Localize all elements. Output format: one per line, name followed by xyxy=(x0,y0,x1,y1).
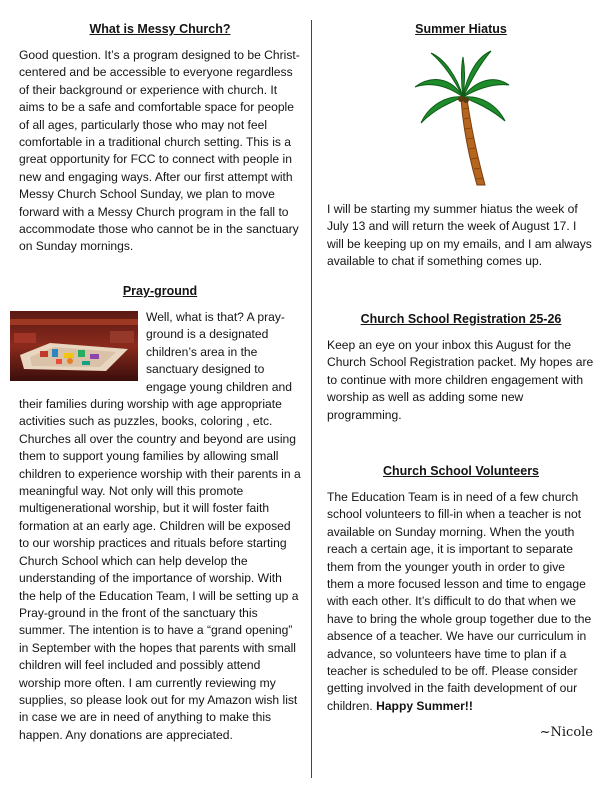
volunteers-heading: Church School Volunteers xyxy=(382,464,540,478)
children-play-area-photo xyxy=(10,311,138,381)
summer-hiatus-body: I will be starting my summer hiatus the week of July 13 and will return the week of August 17. I will be keeping up on my emails, and I am always available to chat if something comes up. xyxy=(327,202,592,269)
palm-tree-icon xyxy=(411,47,511,187)
volunteers-text: The Education Team is in need of a few church school volunteers to fill-in when a teacher is not available on Sunday morning. When the youth reach a certain age, it is important to separate them from the younger youth in order to give them a more focused lesson and time to engage with each other. It’s difficult to do that when we have to bring the whole group together due to the absence of a teacher. We have our curriculum in advance, so volunteers have time to plan if a teacher is scheduled to be off. Please consider getting involved in the faith development of our children. xyxy=(327,490,592,713)
summer-hiatus-section xyxy=(327,22,595,271)
play-area-illustration xyxy=(10,311,138,381)
summer-hiatus-heading: Summer Hiatus xyxy=(415,22,507,36)
signature: ~Nicole xyxy=(539,725,593,741)
prayground-section xyxy=(19,284,301,744)
prayground-heading: Pray-ground xyxy=(122,284,198,298)
column-divider xyxy=(311,20,312,778)
messy-church-body: Good question. It’s a program designed to be Christ-centered and be accessible to everyone regardless of their background or experience with church. It aims to be a safe and comfortable space for people of all ages, particularly those who may not feel comfortable in a traditional church setting. This is a great opportunity for FCC to connect with people in new and engaging ways. After our first attempt with Messy Church School Sunday, we plan to move forward with a Messy Church program in the fall to accommodate those who cannot be in the sanctuary on Sunday mornings. xyxy=(19,48,300,254)
happy-summer-closing: Happy Summer!! xyxy=(376,698,473,713)
messy-church-heading: What is Messy Church? xyxy=(89,22,231,36)
registration-body: Keep an eye on your inbox this August for the Church School Registration packet. My hopes are to continue with more children engagement with worship as well as adding some new programming. xyxy=(327,338,594,422)
messy-church-section xyxy=(19,22,301,256)
registration-heading: Church School Registration 25-26 xyxy=(360,312,562,326)
prayground-body: Well, what is that? A pray-ground is a designated children’s area in the sanctuary designed to engage young children and their families during worship with age appropriate activities such as puzzles, books, coloring , etc. Churches all over the country and beyond are using them to support young families by allowing small children to experience worship with their parents in a meaningful way. Not only will this promote multigenerational worship, but it will foster faith formation at an early age. Children will be exposed to our worship practices and rituals before starting Church School which can help develop the understanding of the importance of worship. With the help of the Education Team, I will be setting up a Pray-ground in the front of the sanctuary this summer. The intention is to have a “grand opening” in September with the hopes that parents with small children will feel included and possibly attend worship more often. I am currently reviewing my supplies, so please look out for my Amazon wish list in case we are in need of anything to make this happen. Any donations are appreciated. xyxy=(19,310,301,742)
volunteers-body xyxy=(327,489,595,715)
volunteers-section xyxy=(327,464,595,740)
registration-section xyxy=(327,312,595,424)
